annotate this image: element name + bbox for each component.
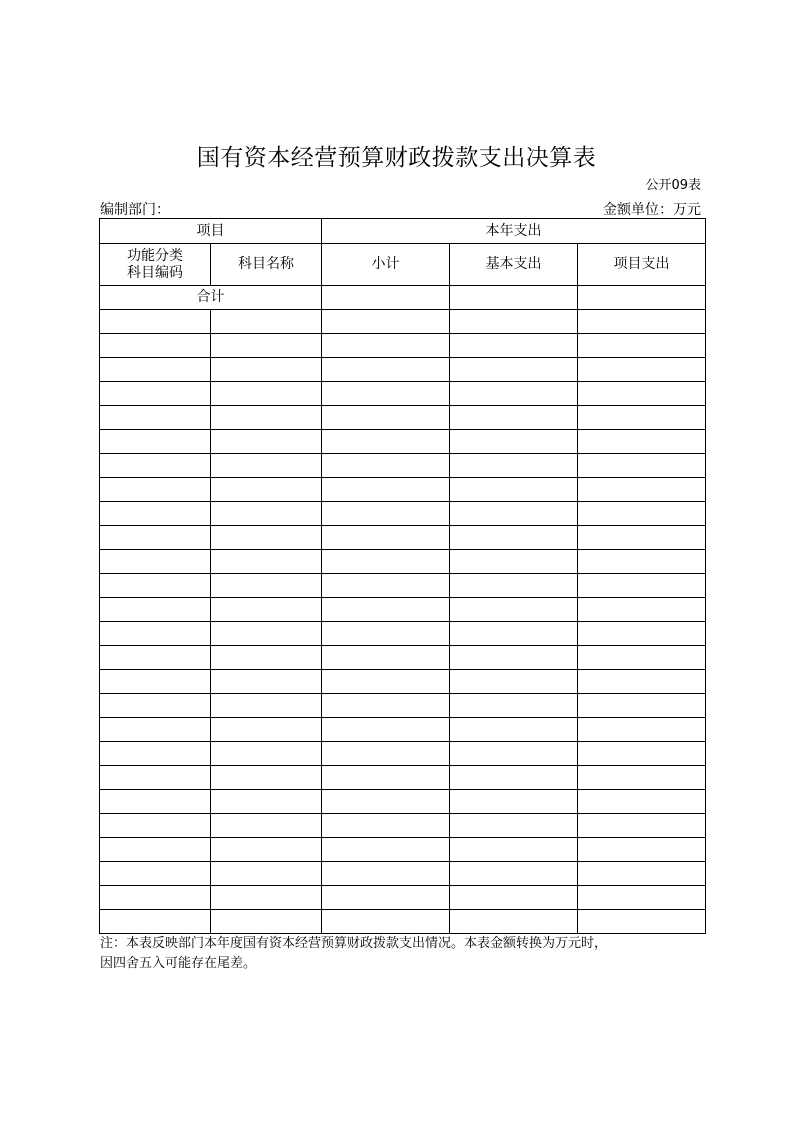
table-cell [578,502,706,526]
table-cell [322,790,450,814]
table-cell [322,622,450,646]
table-cell [450,526,578,550]
table-row [100,550,706,574]
table-cell [322,430,450,454]
table-cell [211,526,322,550]
table-cell [450,598,578,622]
table-row [100,478,706,502]
total-row [100,286,706,310]
table-cell [322,718,450,742]
table-row [100,310,706,334]
table-row [100,502,706,526]
table-cell [322,910,450,934]
table-cell [211,838,322,862]
table-cell [100,598,211,622]
table-cell [322,478,450,502]
table-cell [450,910,578,934]
table-cell [322,502,450,526]
table-cell [100,478,211,502]
table-cell [322,766,450,790]
table-cell [211,574,322,598]
dept-label: 编制部门： [100,202,170,218]
col-basic: 基本支出 [450,244,578,286]
table-cell [450,454,578,478]
table-cell [100,790,211,814]
table-cell [450,358,578,382]
table-cell [578,454,706,478]
table-cell [578,334,706,358]
table-row [100,526,706,550]
table-cell [322,406,450,430]
header-current-year: 本年支出 [322,219,706,244]
table-cell [100,430,211,454]
total-label: 合计 [100,286,322,310]
table-cell [578,910,706,934]
table-cell [450,406,578,430]
table-row [100,742,706,766]
table-cell [322,358,450,382]
table-cell [450,550,578,574]
header-row-2 [100,244,706,286]
table-cell [211,502,322,526]
table-cell [322,838,450,862]
table-row [100,862,706,886]
table-cell [211,406,322,430]
table-cell [211,790,322,814]
table-cell [578,790,706,814]
table-row [100,790,706,814]
table-cell [100,334,211,358]
table-cell [322,646,450,670]
table-cell [211,550,322,574]
table-cell [450,670,578,694]
table-cell [100,694,211,718]
table-cell [211,886,322,910]
table-cell [100,742,211,766]
table-cell [578,622,706,646]
table-cell [578,838,706,862]
table-cell [450,814,578,838]
table-cell [578,646,706,670]
table-cell [211,694,322,718]
table-cell [322,886,450,910]
table-cell [100,886,211,910]
table-cell [450,718,578,742]
table-cell [578,406,706,430]
table-cell [211,862,322,886]
table-cell [322,574,450,598]
table-cell [578,694,706,718]
table-row [100,382,706,406]
table-cell [100,406,211,430]
table-cell [211,814,322,838]
table-row [100,814,706,838]
col-function-code: 功能分类 科目编码 [100,244,211,286]
table-cell [578,430,706,454]
table-cell [211,430,322,454]
table-cell [100,838,211,862]
table-cell [100,526,211,550]
table-cell [211,646,322,670]
table-cell [578,574,706,598]
table-cell [211,334,322,358]
table-cell [100,670,211,694]
table-cell [322,454,450,478]
table-row [100,694,706,718]
table-cell [578,550,706,574]
table-cell [322,814,450,838]
table-cell [322,598,450,622]
table-cell [450,766,578,790]
table-cell [211,718,322,742]
table-cell [578,526,706,550]
table-cell [100,382,211,406]
total-subtotal [322,286,450,310]
table-cell [450,478,578,502]
table-cell [322,670,450,694]
header-row-1 [100,219,706,244]
table-cell [578,742,706,766]
table-cell [100,358,211,382]
table-cell [211,766,322,790]
page-title: 国有资本经营预算财政拨款支出决算表 [196,145,597,171]
table-cell [100,766,211,790]
table-cell [450,382,578,406]
table-row [100,646,706,670]
table-row [100,838,706,862]
table-row [100,766,706,790]
table-row [100,886,706,910]
table-row [100,910,706,934]
table-row [100,454,706,478]
table-row [100,598,706,622]
form-code: 公开09表 [645,178,701,193]
table-cell [450,622,578,646]
table-cell [578,358,706,382]
table-row [100,718,706,742]
table-cell [450,694,578,718]
table-cell [322,862,450,886]
table-cell [322,694,450,718]
table-cell [578,598,706,622]
table-cell [450,310,578,334]
footnote-line-2: 因四舍五入可能存在尾差。 [100,956,257,971]
table-cell [578,382,706,406]
table-cell [211,478,322,502]
table-cell [211,622,322,646]
table-row [100,358,706,382]
col-project: 项目支出 [578,244,706,286]
total-project [578,286,706,310]
table-cell [100,862,211,886]
table-cell [578,814,706,838]
table-cell [450,742,578,766]
table-cell [578,862,706,886]
table-row [100,622,706,646]
table-cell [578,310,706,334]
table-cell [578,886,706,910]
table-cell [211,670,322,694]
unit-label: 金额单位：万元 [603,202,701,218]
footnote [100,934,710,974]
table-cell [578,670,706,694]
table-cell [211,382,322,406]
table-cell [211,310,322,334]
table-cell [100,454,211,478]
table-cell [578,478,706,502]
table-cell [322,550,450,574]
table-cell [450,574,578,598]
table-cell [450,646,578,670]
table-cell [211,598,322,622]
table-cell [578,766,706,790]
table-cell [100,502,211,526]
total-basic [450,286,578,310]
table-cell [322,526,450,550]
table-cell [450,430,578,454]
table-cell [450,886,578,910]
table-cell [211,742,322,766]
table-cell [100,814,211,838]
table-cell [578,718,706,742]
table-cell [100,622,211,646]
table-cell [211,910,322,934]
table-row [100,670,706,694]
table-cell [450,334,578,358]
table-cell [100,718,211,742]
table-row [100,406,706,430]
col-subtotal: 小计 [322,244,450,286]
table-cell [322,334,450,358]
table-cell [450,502,578,526]
table-cell [450,838,578,862]
col-subject-name: 科目名称 [211,244,322,286]
table-cell [100,574,211,598]
table-row [100,334,706,358]
footnote-line-1: 注：本表反映部门本年度国有资本经营预算财政拨款支出情况。本表金额转换为万元时， [100,936,608,951]
table-cell [322,310,450,334]
table-cell [450,862,578,886]
table-cell [100,910,211,934]
table-cell [322,382,450,406]
table-cell [100,646,211,670]
table-row [100,430,706,454]
table-cell [211,358,322,382]
table-cell [100,550,211,574]
table-row [100,574,706,598]
table-cell [211,454,322,478]
table-cell [450,790,578,814]
table-cell [100,310,211,334]
expenditure-table [99,218,706,934]
table-cell [322,742,450,766]
header-item: 项目 [100,219,322,244]
